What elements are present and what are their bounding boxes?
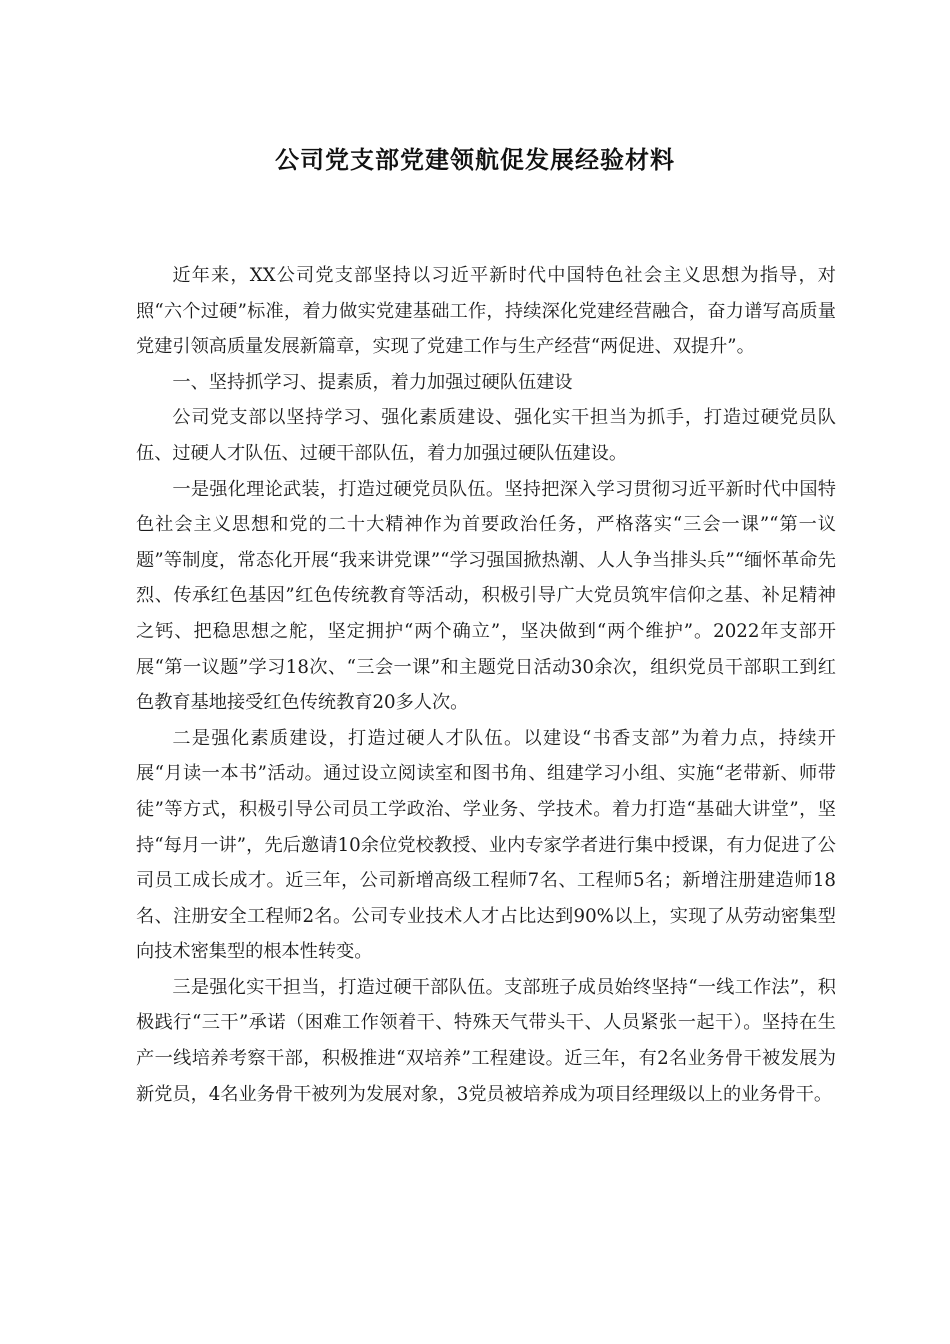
paragraph-party-member-team: 一是强化理论武装，打造过硬党员队伍。坚持把深入学习贯彻习近平新时代中国特色社会主义思想和党的二十大精神作为首要政治任务，严格落实“三会一课”“第一议题”等制度，常态化开展“我来讲党课”“学习强国掀热潮、人人争当排头兵”“缅怀革命先烈、传承红色基因”红色传统教育等活动，积极引导广大党员筑牢信仰之基、补足精神之钙、把稳思想之舵，坚定拥护“两个确立”，坚决做到“两个维护”。2022年支部开展“第一议题”学习18次、“三会一课”和主题党日活动30余次，组织党员干部职工到红色教育基地接受红色传统教育20多人次。	[136, 478, 836, 714]
paragraph-section-overview: 公司党支部以坚持学习、强化素质建设、强化实干担当为抓手，打造过硬党员队伍、过硬人才队伍、过硬干部队伍，着力加强过硬队伍建设。	[136, 407, 836, 464]
document-title: 公司党支部党建领航促发展经验材料	[275, 146, 675, 174]
paragraph-cadre-team: 三是强化实干担当，打造过硬干部队伍。支部班子成员始终坚持“一线工作法”，积极践行“三干”承诺（困难工作领着干、特殊天气带头干、人员紧张一起干）。坚持在生产一线培养考察干部，积极推进“双培养”工程建设。近三年，有2名业务骨干被发展为新党员，4名业务骨干被列为发展对象，3党员被培养成为项目经理级以上的业务骨干。	[136, 976, 836, 1105]
paragraph-talent-team: 二是强化素质建设，打造过硬人才队伍。以建设“书香支部”为着力点，持续开展“月读一本书”活动。通过设立阅读室和图书角、组建学习小组、实施“老带新、师带徒”等方式，积极引导公司员工学政治、学业务、学技术。着力打造“基础大讲堂”，坚持“每月一讲”，先后邀请10余位党校教授、业内专家学者进行集中授课，有力促进了公司员工成长成才。近三年，公司新增高级工程师7名、工程师5名；新增注册建造师18名、注册安全工程师2名。公司专业技术人才占比达到90%以上，实现了从劳动密集型向技术密集型的根本性转变。	[136, 727, 836, 963]
document-body	[136, 258, 836, 1112]
paragraph-intro: 近年来，XX公司党支部坚持以习近平新时代中国特色社会主义思想为指导，对照“六个过硬”标准，着力做实党建基础工作，持续深化党建经营融合，奋力谱写高质量党建引领高质量发展新篇章，实现了党建工作与生产经营“两促进、双提升”。	[136, 265, 836, 358]
section-heading-1: 一、坚持抓学习、提素质，着力加强过硬队伍建设	[172, 371, 573, 393]
